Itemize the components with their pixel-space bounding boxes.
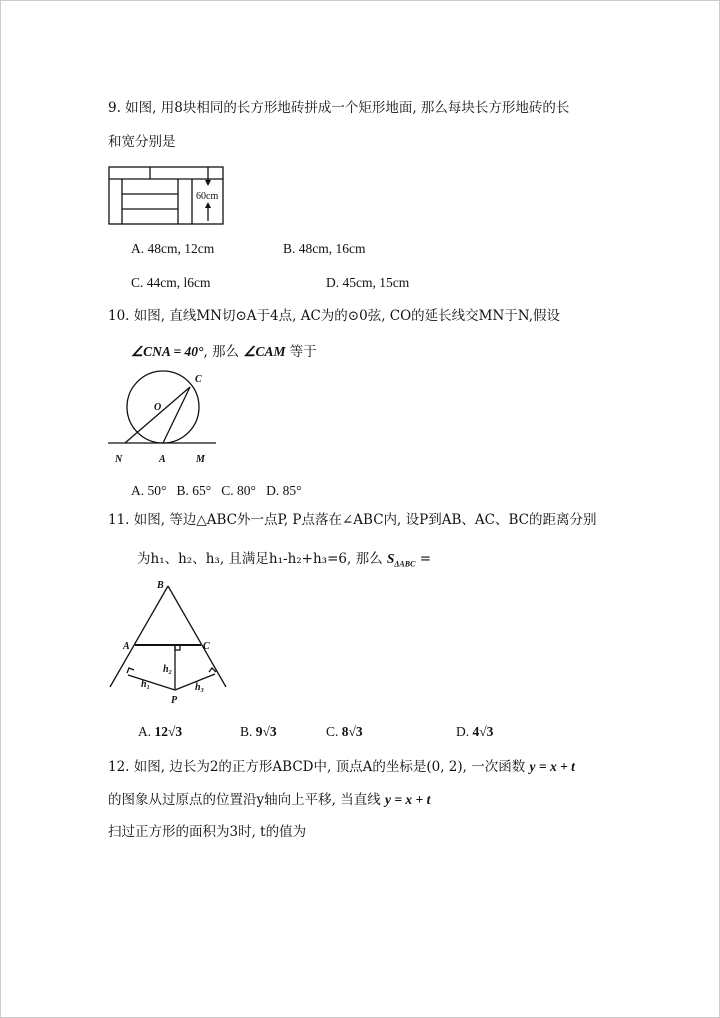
q9-text-line1: 9. 如图, 用8块相同的长方形地砖拼成一个矩形地面, 那么每块长方形地砖的长 <box>108 100 570 116</box>
q10-options: A. 50° B. 65° C. 80° D. 85° <box>131 483 302 498</box>
q11-option-a-letter: A. <box>138 724 152 739</box>
q12-text-line2 <box>108 791 430 809</box>
q10-math-cna: ∠CNA = 40° <box>131 344 204 359</box>
q11-option-c-value: 8√3 <box>341 724 363 739</box>
q9-option-d: D. 45cm, 15cm <box>326 275 410 290</box>
q10-label-m: M <box>196 454 205 465</box>
q11-option-d <box>456 723 493 741</box>
q11-option-c <box>326 723 363 741</box>
q12-math-line2: y = x + t <box>385 792 431 807</box>
q11-option-a-value: 12√3 <box>154 724 183 739</box>
q9-option-c: C. 44cm, l6cm <box>131 275 211 290</box>
q11-option-a <box>138 723 182 741</box>
q10-label-c: C <box>195 374 202 385</box>
q11-option-b-value: 9√3 <box>255 724 277 739</box>
q11-option-b-letter: B. <box>240 724 253 739</box>
q11-label-h3: h₃ <box>195 682 205 693</box>
q11-label-h2: h₂ <box>163 664 173 675</box>
q11-label-p: P <box>171 695 178 706</box>
q11-text-end: = <box>415 551 432 567</box>
q11-text-line2 <box>137 550 431 574</box>
q9-option-b: B. 48cm, 16cm <box>283 241 366 256</box>
q9-option-a: A. 48cm, 12cm <box>131 241 215 256</box>
q11-option-d-value: 4√3 <box>472 724 494 739</box>
q10-text-line2 <box>131 343 317 361</box>
q11-label-h1: h₁ <box>141 679 151 690</box>
q11-triangle-figure <box>108 580 228 706</box>
q9-figure-label: 60cm <box>196 191 219 202</box>
q11-label-c: C <box>203 641 210 652</box>
q10-text-end: 等于 <box>285 344 317 360</box>
q11-option-b <box>240 723 277 741</box>
q11-option-c-letter: C. <box>326 724 339 739</box>
q11-label-b: B <box>157 580 164 591</box>
q10-label-o: O <box>154 402 162 413</box>
q11-text-line1: 11. 如图, 等边△ABC外一点P, P点落在∠ABC内, 设P到AB、AC、BC的距离分别 <box>108 512 597 528</box>
q9-text-line2: 和宽分别是 <box>108 134 176 150</box>
q12-text-line3: 扫过正方形的面积为3时, t的值为 <box>108 824 307 840</box>
q10-circle-figure <box>108 370 228 470</box>
q11-option-d-letter: D. <box>456 724 470 739</box>
q12-text-line1 <box>108 758 575 776</box>
q12-math-line1: y = x + t <box>529 759 575 774</box>
q10-label-n: N <box>115 454 123 465</box>
q11-math-sub: ΔABC <box>394 559 416 569</box>
q11-text: 为h₁、h₂、h₃, 且满足h₁-h₂+h₃=6, 那么 <box>137 551 387 567</box>
q12-text: 12. 如图, 边长为2的正方形ABCD中, 顶点A的坐标是(0, 2), 一次函数 <box>108 759 530 775</box>
q11-math-s: S <box>386 551 395 566</box>
q12-text2: 的图象从过原点的位置沿y轴向上平移, 当直线 <box>108 792 385 808</box>
q11-label-a: A <box>123 641 130 652</box>
q10-math-cam: ∠CAM <box>243 344 286 359</box>
q10-text-line1: 10. 如图, 直线MN切⊙A于4点, AC为的⊙0弦, CO的延长线交MN于N,假设 <box>108 308 561 324</box>
q10-text: , 那么 <box>203 344 244 360</box>
q10-label-a: A <box>159 454 166 465</box>
